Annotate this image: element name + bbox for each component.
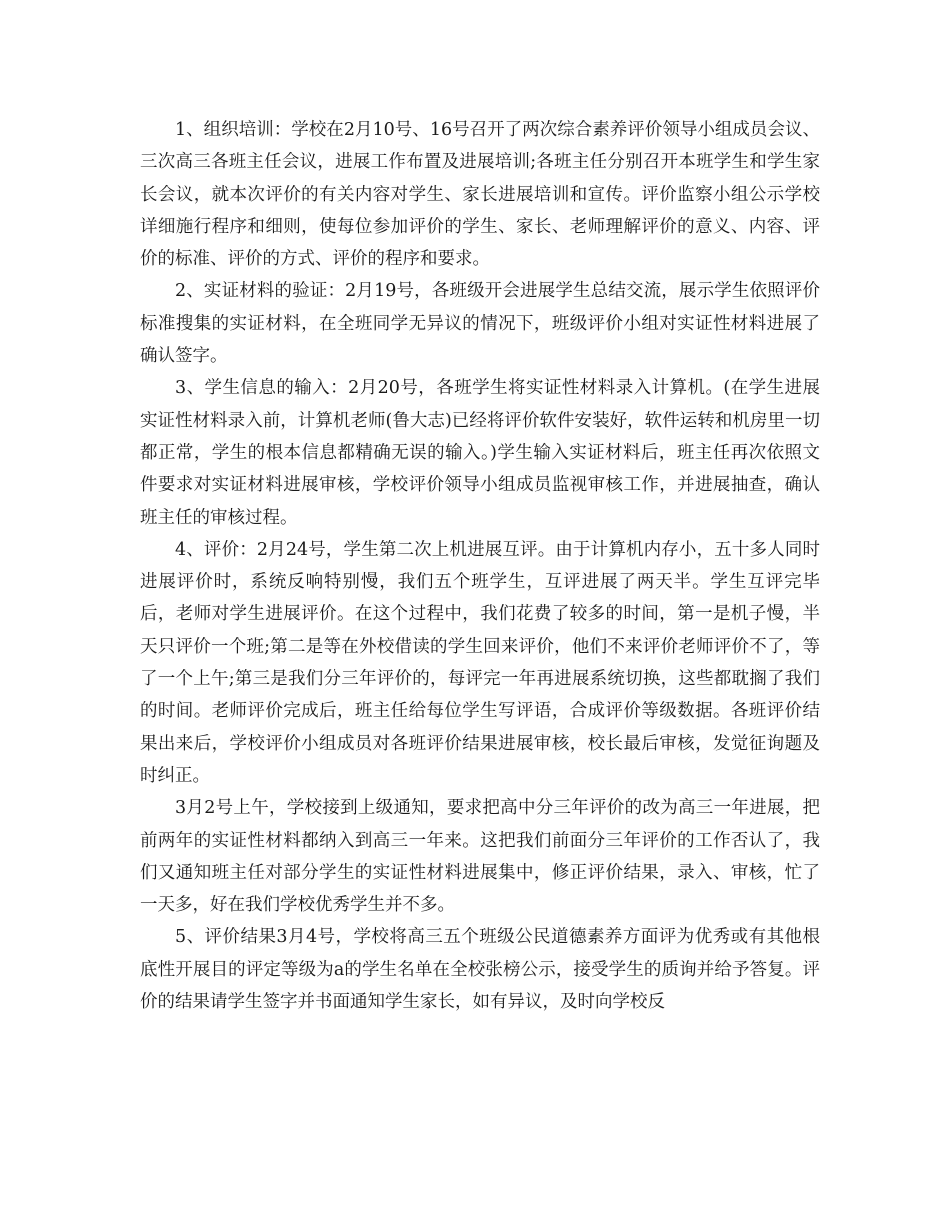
paragraph-evidence-verification: 2、实证材料的验证：2月19号，各班级开会进展学生总结交流，展示学生依照评价标准搜集的实证材料，在全班同学无异议的情况下，班级评价小组对实证性材料进展了确认签字。: [140, 281, 820, 367]
paragraph-evaluation-results: 5、评价结果3月4号，学校将高三五个班级公民道德素养方面评为优秀或有其他根底性开展目的评定等级为a的学生名单在全校张榜公示，接受学生的质询并给予答复。评价的结果请学生签字并书面通知学生家长，如有异议，及时向学校反: [140, 927, 820, 1013]
document-body: [140, 114, 820, 1018]
paragraph-evaluation: 4、评价：2月24号，学生第二次上机进展互评。由于计算机内存小，五十多人同时进展评价时，系统反响特别慢，我们五个班学生，互评进展了两天半。学生互评完毕后，老师对学生进展评价。在这个过程中，我们花费了较多的时间，第一是机子慢，半天只评价一个班;第二是等在外校借读的学生回来评价，他们不来评价老师评价不了，等了一个上午;第三是我们分三年评价的，每评完一年再进展系统切换，这些都耽搁了我们的时间。老师评价完成后，班主任给每位学生写评语，合成评价等级数据。各班评价结果出来后，学校评价小组成员对各班评价结果进展审核，校长最后审核，发觉征询题及时纠正。: [140, 539, 820, 786]
paragraph-organize-training: 1、组织培训：学校在2月10号、16号召开了两次综合素养评价领导小组成员会议、三次高三各班主任会议，进展工作布置及进展培训;各班主任分别召开本班学生和学生家长会议，就本次评价的有关内容对学生、家长进展培训和宣传。评价监察小组公示学校详细施行程序和细则，使每位参加评价的学生、家长、老师理解评价的意义、内容、评价的标准、评价的方式、评价的程序和要求。: [140, 120, 820, 270]
paragraph-march-2-notice: 3月2号上午，学校接到上级通知，要求把高中分三年评价的改为高三一年进展，把前两年的实证性材料都纳入到高三一年来。这把我们前面分三年评价的工作否认了，我们又通知班主任对部分学生的实证性材料进展集中，修正评价结果，录入、审核，忙了一天多，好在我们学校优秀学生并不多。: [140, 798, 820, 916]
paragraph-student-info-input: 3、学生信息的输入：2月20号，各班学生将实证性材料录入计算机。(在学生进展实证性材料录入前，计算机老师(鲁大志)已经将评价软件安装好，软件运转和机房里一切都正常，学生的根本信息都精确无误的输入。)学生输入实证材料后，班主任再次依照文件要求对实证材料进展审核，学校评价领导小组成员监视审核工作，并进展抽查，确认班主任的审核过程。: [140, 378, 820, 528]
